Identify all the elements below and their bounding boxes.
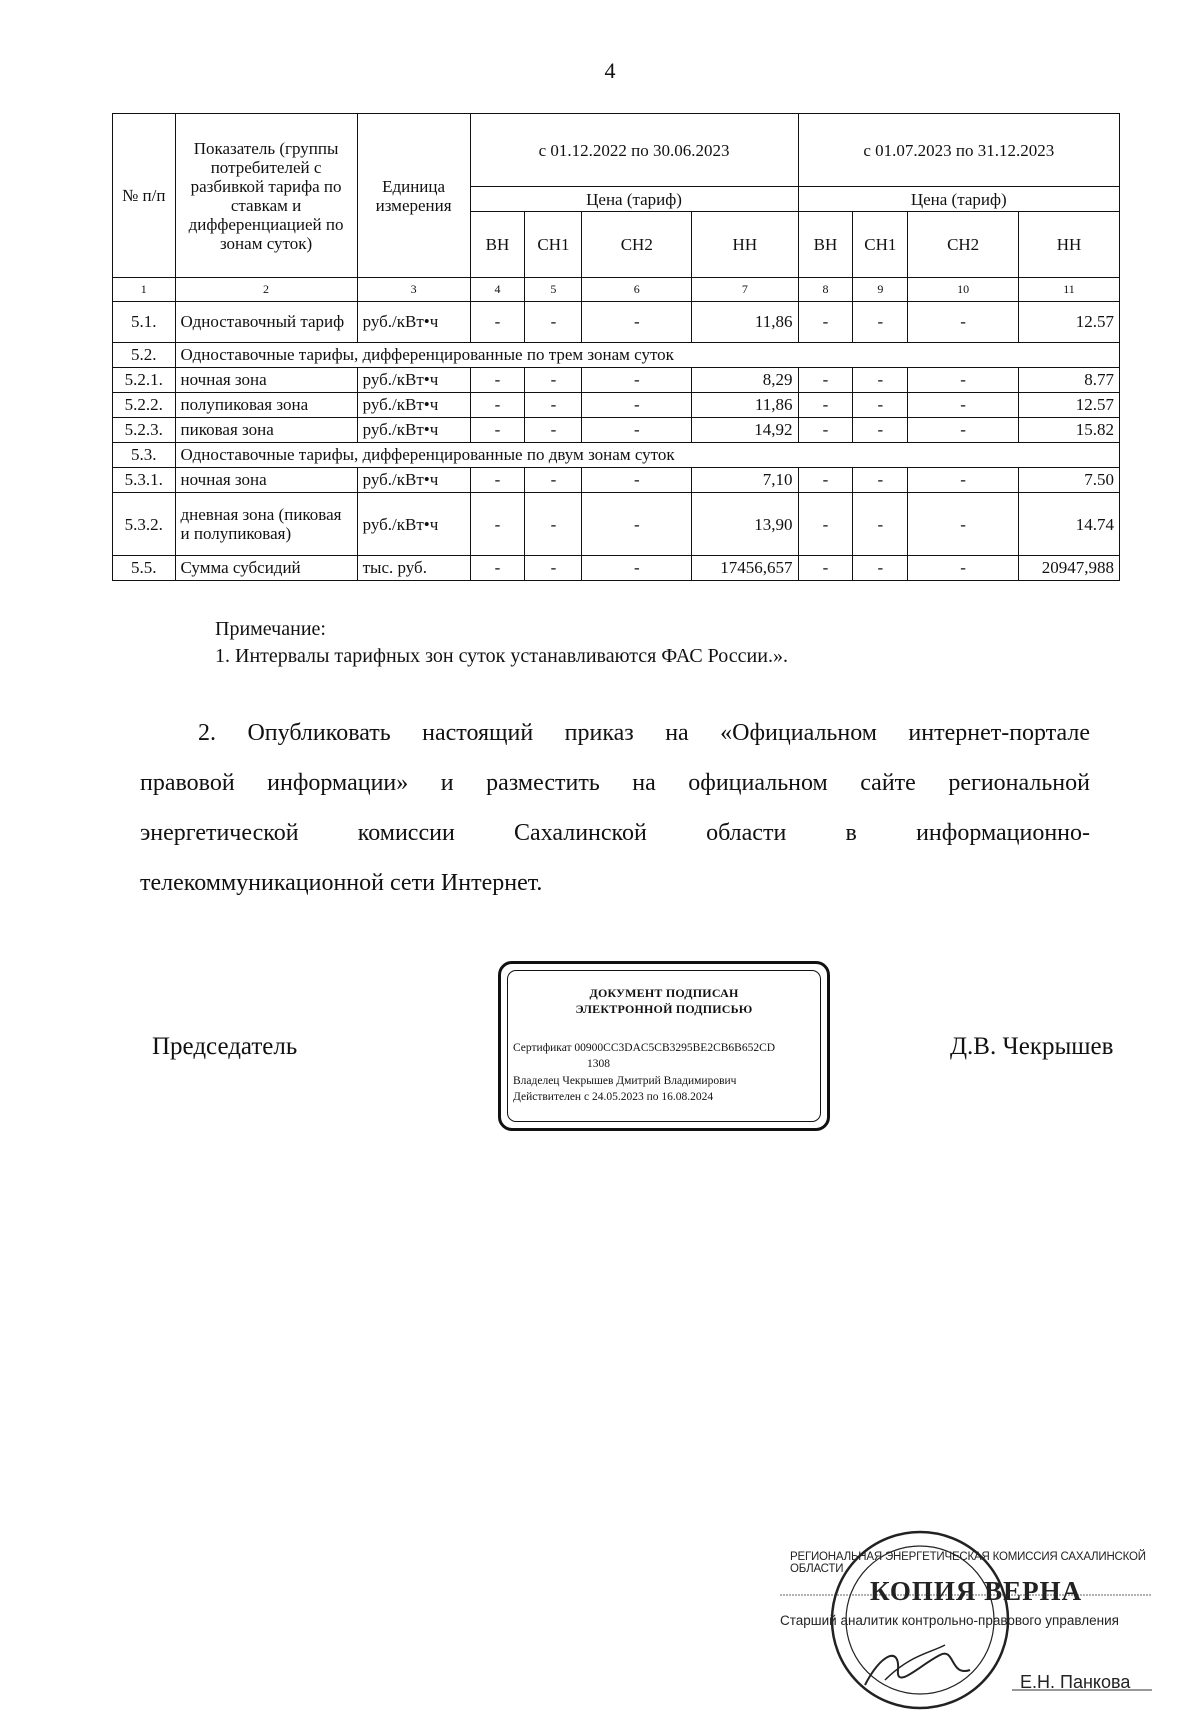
esign-certificate: 1308 [587, 1058, 610, 1070]
row-indicator: ночная зона [175, 368, 357, 393]
tariff-value-period-2: - [908, 493, 1019, 556]
tariff-value-period-2: - [798, 393, 853, 418]
tariff-value-period-2: - [798, 493, 853, 556]
copy-stamp-verified: КОПИЯ ВЕРНА [870, 1576, 1083, 1606]
header-level: СН2 [908, 212, 1019, 278]
row-number: 5.2.2. [113, 393, 176, 418]
tariff-value-period-1: - [525, 368, 582, 393]
signatory-role: Председатель [152, 1033, 298, 1060]
tariff-value-period-2: 8.77 [1019, 368, 1120, 393]
header-level: НН [692, 212, 798, 278]
row-number: 5.3.2. [113, 493, 176, 556]
esign-owner: Владелец Чекрышев Дмитрий Владимирович [513, 1075, 737, 1087]
paragraph-line: 2. Опубликовать настоящий приказ на «Официальном интернет-портале [198, 720, 1090, 746]
tariff-value-period-1: 13,90 [692, 493, 798, 556]
tariff-value-period-2: - [798, 418, 853, 443]
tariff-value-period-2: - [908, 468, 1019, 493]
signatory-name: Д.В. Чекрышев [950, 1033, 1114, 1060]
row-indicator: Одноставочный тариф [175, 302, 357, 343]
tariff-value-period-2: - [798, 468, 853, 493]
tariff-value-period-2: - [853, 302, 908, 343]
electronic-signature-stamp [498, 961, 830, 1131]
table-row [113, 468, 1120, 493]
tariff-value-period-1: - [525, 556, 582, 581]
row-unit: руб./кВт•ч [357, 368, 470, 393]
tariff-value-period-2: - [853, 418, 908, 443]
tariff-value-period-1: - [525, 418, 582, 443]
paragraph-line: правовой информации» и разместить на официальном сайте региональной [140, 770, 1090, 796]
table-section-row [113, 443, 1120, 468]
column-index: 1 [113, 278, 176, 302]
tariff-value-period-2: 20947,988 [1019, 556, 1120, 581]
tariff-table [112, 113, 1120, 581]
tariff-value-period-2: - [908, 302, 1019, 343]
section-title: Одноставочные тарифы, дифференцированные по двум зонам суток [175, 443, 1119, 468]
column-index: 6 [582, 278, 692, 302]
note-title: Примечание: [215, 618, 326, 640]
tariff-value-period-1: - [470, 468, 525, 493]
column-index: 5 [525, 278, 582, 302]
header-indicator: Показатель (группы потребителей с разбивкой тарифа по ставкам и дифференциацией по зонам суток) [175, 114, 357, 278]
row-number: 5.5. [113, 556, 176, 581]
tariff-value-period-2: - [908, 368, 1019, 393]
tariff-value-period-1: - [582, 493, 692, 556]
row-number: 5.3.1. [113, 468, 176, 493]
copy-stamp-org: РЕГИОНАЛЬНАЯ ЭНЕРГЕТИЧЕСКАЯ КОМИССИЯ САХАЛИНСКОЙ ОБЛАСТИ [790, 1551, 1146, 1575]
copy-stamp-position: Старший аналитик контрольно-правового управления [780, 1613, 1119, 1628]
table-row [113, 556, 1120, 581]
table-section-row [113, 343, 1120, 368]
tariff-value-period-2: - [798, 368, 853, 393]
row-unit: тыс. руб. [357, 556, 470, 581]
row-unit: руб./кВт•ч [357, 418, 470, 443]
paragraph-line: телекоммуникационной сети Интернет. [140, 870, 543, 896]
row-number: 5.2.3. [113, 418, 176, 443]
column-index: 3 [357, 278, 470, 302]
tariff-value-period-1: - [470, 493, 525, 556]
copy-stamp-name: Е.Н. Панкова [1020, 1672, 1131, 1692]
tariff-value-period-1: - [582, 393, 692, 418]
tariff-value-period-2: - [853, 468, 908, 493]
tariff-value-period-2: 7.50 [1019, 468, 1120, 493]
row-unit: руб./кВт•ч [357, 468, 470, 493]
column-index: 9 [853, 278, 908, 302]
header-level: НН [1019, 212, 1120, 278]
tariff-value-period-1: - [582, 468, 692, 493]
tariff-value-period-1: - [470, 393, 525, 418]
tariff-value-period-1: - [582, 368, 692, 393]
row-number: 5.2.1. [113, 368, 176, 393]
tariff-value-period-2: 14.74 [1019, 493, 1120, 556]
header-level: СН1 [525, 212, 582, 278]
tariff-value-period-1: - [470, 302, 525, 343]
note-item: 1. Интервалы тарифных зон суток устанавливаются ФАС России.». [215, 645, 788, 667]
tariff-value-period-1: 7,10 [692, 468, 798, 493]
publication-paragraph [140, 708, 1090, 908]
section-title: Одноставочные тарифы, дифференцированные по трем зонам суток [175, 343, 1119, 368]
tariff-value-period-1: - [525, 493, 582, 556]
tariff-value-period-1: 11,86 [692, 393, 798, 418]
tariff-value-period-1: - [582, 556, 692, 581]
header-level: СН2 [582, 212, 692, 278]
tariff-value-period-2: - [853, 556, 908, 581]
tariff-value-period-1: - [582, 418, 692, 443]
row-unit: руб./кВт•ч [357, 302, 470, 343]
table-row [113, 418, 1120, 443]
tariff-value-period-1: 17456,657 [692, 556, 798, 581]
tariff-value-period-2: - [908, 393, 1019, 418]
header-level: СН1 [853, 212, 908, 278]
tariff-value-period-2: - [908, 556, 1019, 581]
header-level: ВН [798, 212, 853, 278]
table-row [113, 368, 1120, 393]
esign-certificate: Сертификат 00900CC3DAC5CB3295BE2CB6B652CD [513, 1042, 776, 1054]
page-number: 4 [604, 58, 616, 83]
tariff-value-period-1: 14,92 [692, 418, 798, 443]
column-index: 7 [692, 278, 798, 302]
row-indicator: Сумма субсидий [175, 556, 357, 581]
table-row [113, 493, 1120, 556]
tariff-value-period-2: 15.82 [1019, 418, 1120, 443]
row-indicator: ночная зона [175, 468, 357, 493]
header-price-2: Цена (тариф) [798, 187, 1119, 212]
row-number: 5.1. [113, 302, 176, 343]
row-indicator: полупиковая зона [175, 393, 357, 418]
header-unit: Единица измерения [357, 114, 470, 278]
column-index-row [113, 278, 1120, 302]
tariff-value-period-1: - [470, 418, 525, 443]
esign-title: ЭЛЕКТРОННОЙ ПОДПИСЬЮ [575, 1002, 753, 1016]
header-level: ВН [470, 212, 525, 278]
tariff-value-period-1: - [525, 393, 582, 418]
row-number: 5.3. [113, 443, 176, 468]
tariff-value-period-1: - [525, 468, 582, 493]
table-row [113, 393, 1120, 418]
header-period-2: с 01.07.2023 по 31.12.2023 [798, 114, 1119, 187]
tariff-value-period-1: - [470, 368, 525, 393]
header-period-1: с 01.12.2022 по 30.06.2023 [470, 114, 798, 187]
tariff-value-period-2: 12.57 [1019, 302, 1120, 343]
row-unit: руб./кВт•ч [357, 493, 470, 556]
tariff-value-period-2: - [853, 368, 908, 393]
esign-validity: Действителен с 24.05.2023 по 16.08.2024 [513, 1091, 714, 1103]
esign-title: ДОКУМЕНТ ПОДПИСАН [589, 986, 739, 1000]
tariff-value-period-1: - [525, 302, 582, 343]
tariff-value-period-1: 11,86 [692, 302, 798, 343]
row-indicator: пиковая зона [175, 418, 357, 443]
column-index: 2 [175, 278, 357, 302]
row-number: 5.2. [113, 343, 176, 368]
paragraph-line: энергетической комиссии Сахалинской области в информационно- [140, 820, 1090, 846]
tariff-value-period-2: 12.57 [1019, 393, 1120, 418]
tariff-value-period-2: - [798, 556, 853, 581]
tariff-value-period-1: - [582, 302, 692, 343]
row-indicator: дневная зона (пиковая и полупиковая) [175, 493, 357, 556]
tariff-value-period-1: 8,29 [692, 368, 798, 393]
tariff-value-period-2: - [853, 393, 908, 418]
tariff-value-period-2: - [798, 302, 853, 343]
copy-certification-stamp [780, 1505, 1160, 1710]
column-index: 10 [908, 278, 1019, 302]
table-row [113, 302, 1120, 343]
tariff-value-period-1: - [470, 556, 525, 581]
row-unit: руб./кВт•ч [357, 393, 470, 418]
tariff-value-period-2: - [853, 493, 908, 556]
column-index: 8 [798, 278, 853, 302]
column-index: 11 [1019, 278, 1120, 302]
header-price-1: Цена (тариф) [470, 187, 798, 212]
column-index: 4 [470, 278, 525, 302]
tariff-value-period-2: - [908, 418, 1019, 443]
header-num: № п/п [113, 114, 176, 278]
